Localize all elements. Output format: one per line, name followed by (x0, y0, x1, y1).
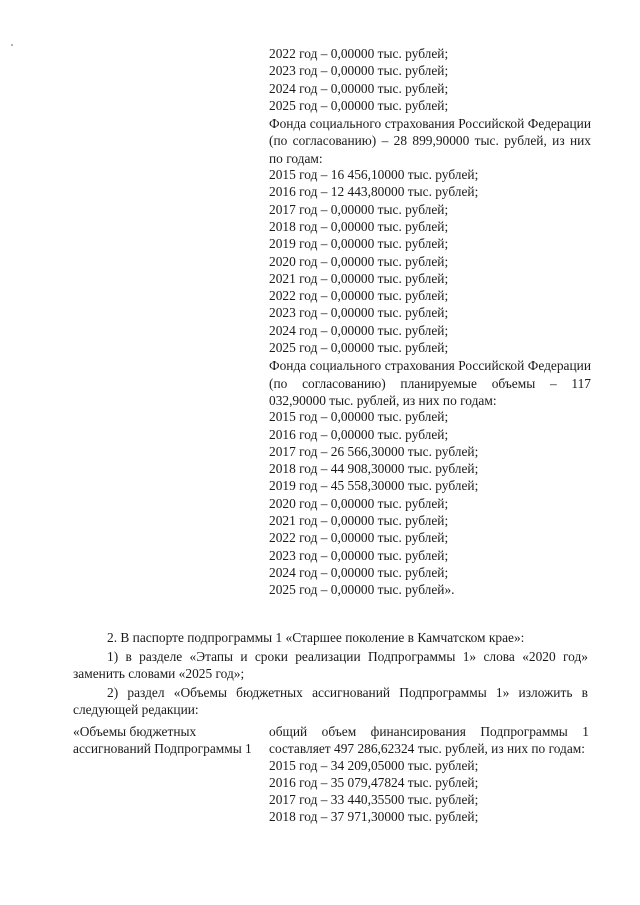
scan-speck (11, 44, 13, 46)
year-line: 2019 год – 0,00000 тыс. рублей; (269, 236, 449, 252)
table-left-cell: «Объемы бюджетных ассигнований Подпрограммы 1 (73, 724, 252, 756)
year-line: 2024 год – 0,00000 тыс. рублей; (269, 564, 449, 580)
year-line: 2018 год – 37 971,30000 тыс. рублей; (269, 809, 479, 825)
funding-block (269, 46, 591, 600)
year-line: 2016 год – 12 443,80000 тыс. рублей; (269, 184, 479, 200)
year-line: 2020 год – 0,00000 тыс. рублей; (269, 253, 449, 269)
year-line: 2021 год – 0,00000 тыс. рублей; (269, 513, 449, 529)
year-line: 2018 год – 0,00000 тыс. рублей; (269, 218, 449, 234)
year-line: 2023 год – 0,00000 тыс. рублей; (269, 547, 449, 563)
fss-planned-paragraph: Фонда социального страхования Российской Федерации (по согласованию) планируемые объемы – 117 032,90000 тыс. рублей, из них по годам: (269, 358, 591, 408)
year-line: 2022 год – 0,00000 тыс. рублей; (269, 46, 449, 61)
year-line: 2023 год – 0,00000 тыс. рублей; (269, 63, 449, 79)
year-line: 2025 год – 0,00000 тыс. рублей». (269, 582, 455, 598)
year-line: 2015 год – 34 209,05000 тыс. рублей; (269, 757, 479, 773)
year-line: 2022 год – 0,00000 тыс. рублей; (269, 530, 449, 546)
table-right-cell (269, 723, 589, 827)
year-line: 2024 год – 0,00000 тыс. рублей; (269, 322, 449, 338)
year-line: 2015 год – 16 456,10000 тыс. рублей; (269, 167, 479, 183)
year-line: 2017 год – 0,00000 тыс. рублей; (269, 201, 449, 217)
fss-paragraph: Фонда социального страхования Российской Федерации (по согласованию) – 28 899,90000 тыс. рублей, из них по годам: (269, 116, 591, 166)
year-line: 2015 год – 0,00000 тыс. рублей; (269, 409, 449, 425)
year-line: 2016 год – 35 079,47824 тыс. рублей; (269, 774, 479, 790)
year-line: 2017 год – 26 566,30000 тыс. рублей; (269, 443, 479, 459)
year-line: 2016 год – 0,00000 тыс. рублей; (269, 426, 449, 442)
item-2-1: 1) в разделе «Этапы и сроки реализации Подпрограммы 1» слова «2020 год» заменить словами «2025 год»; (73, 649, 588, 681)
year-line: 2022 год – 0,00000 тыс. рублей; (269, 288, 449, 304)
item-2-2: 2) раздел «Объемы бюджетных ассигнований Подпрограммы 1» изложить в следующей редакции: (73, 685, 588, 717)
item-2-heading: 2. В паспорте подпрограммы 1 «Старшее поколение в Камчатском крае»: (107, 630, 525, 645)
total-funding-text: общий объем финансирования Подпрограммы 1 составляет 497 286,62324 тыс. рублей, из них по годам: (269, 724, 589, 757)
year-line: 2019 год – 45 558,30000 тыс. рублей; (269, 478, 479, 494)
year-line: 2021 год – 0,00000 тыс. рублей; (269, 270, 449, 286)
year-line: 2020 год – 0,00000 тыс. рублей; (269, 495, 449, 511)
year-line: 2017 год – 33 440,35500 тыс. рублей; (269, 792, 479, 808)
year-line: 2023 год – 0,00000 тыс. рублей; (269, 305, 449, 321)
year-line: 2025 год – 0,00000 тыс. рублей; (269, 97, 449, 113)
year-line: 2024 год – 0,00000 тыс. рублей; (269, 80, 449, 96)
year-line: 2025 год – 0,00000 тыс. рублей; (269, 340, 449, 356)
year-line: 2018 год – 44 908,30000 тыс. рублей; (269, 461, 479, 477)
